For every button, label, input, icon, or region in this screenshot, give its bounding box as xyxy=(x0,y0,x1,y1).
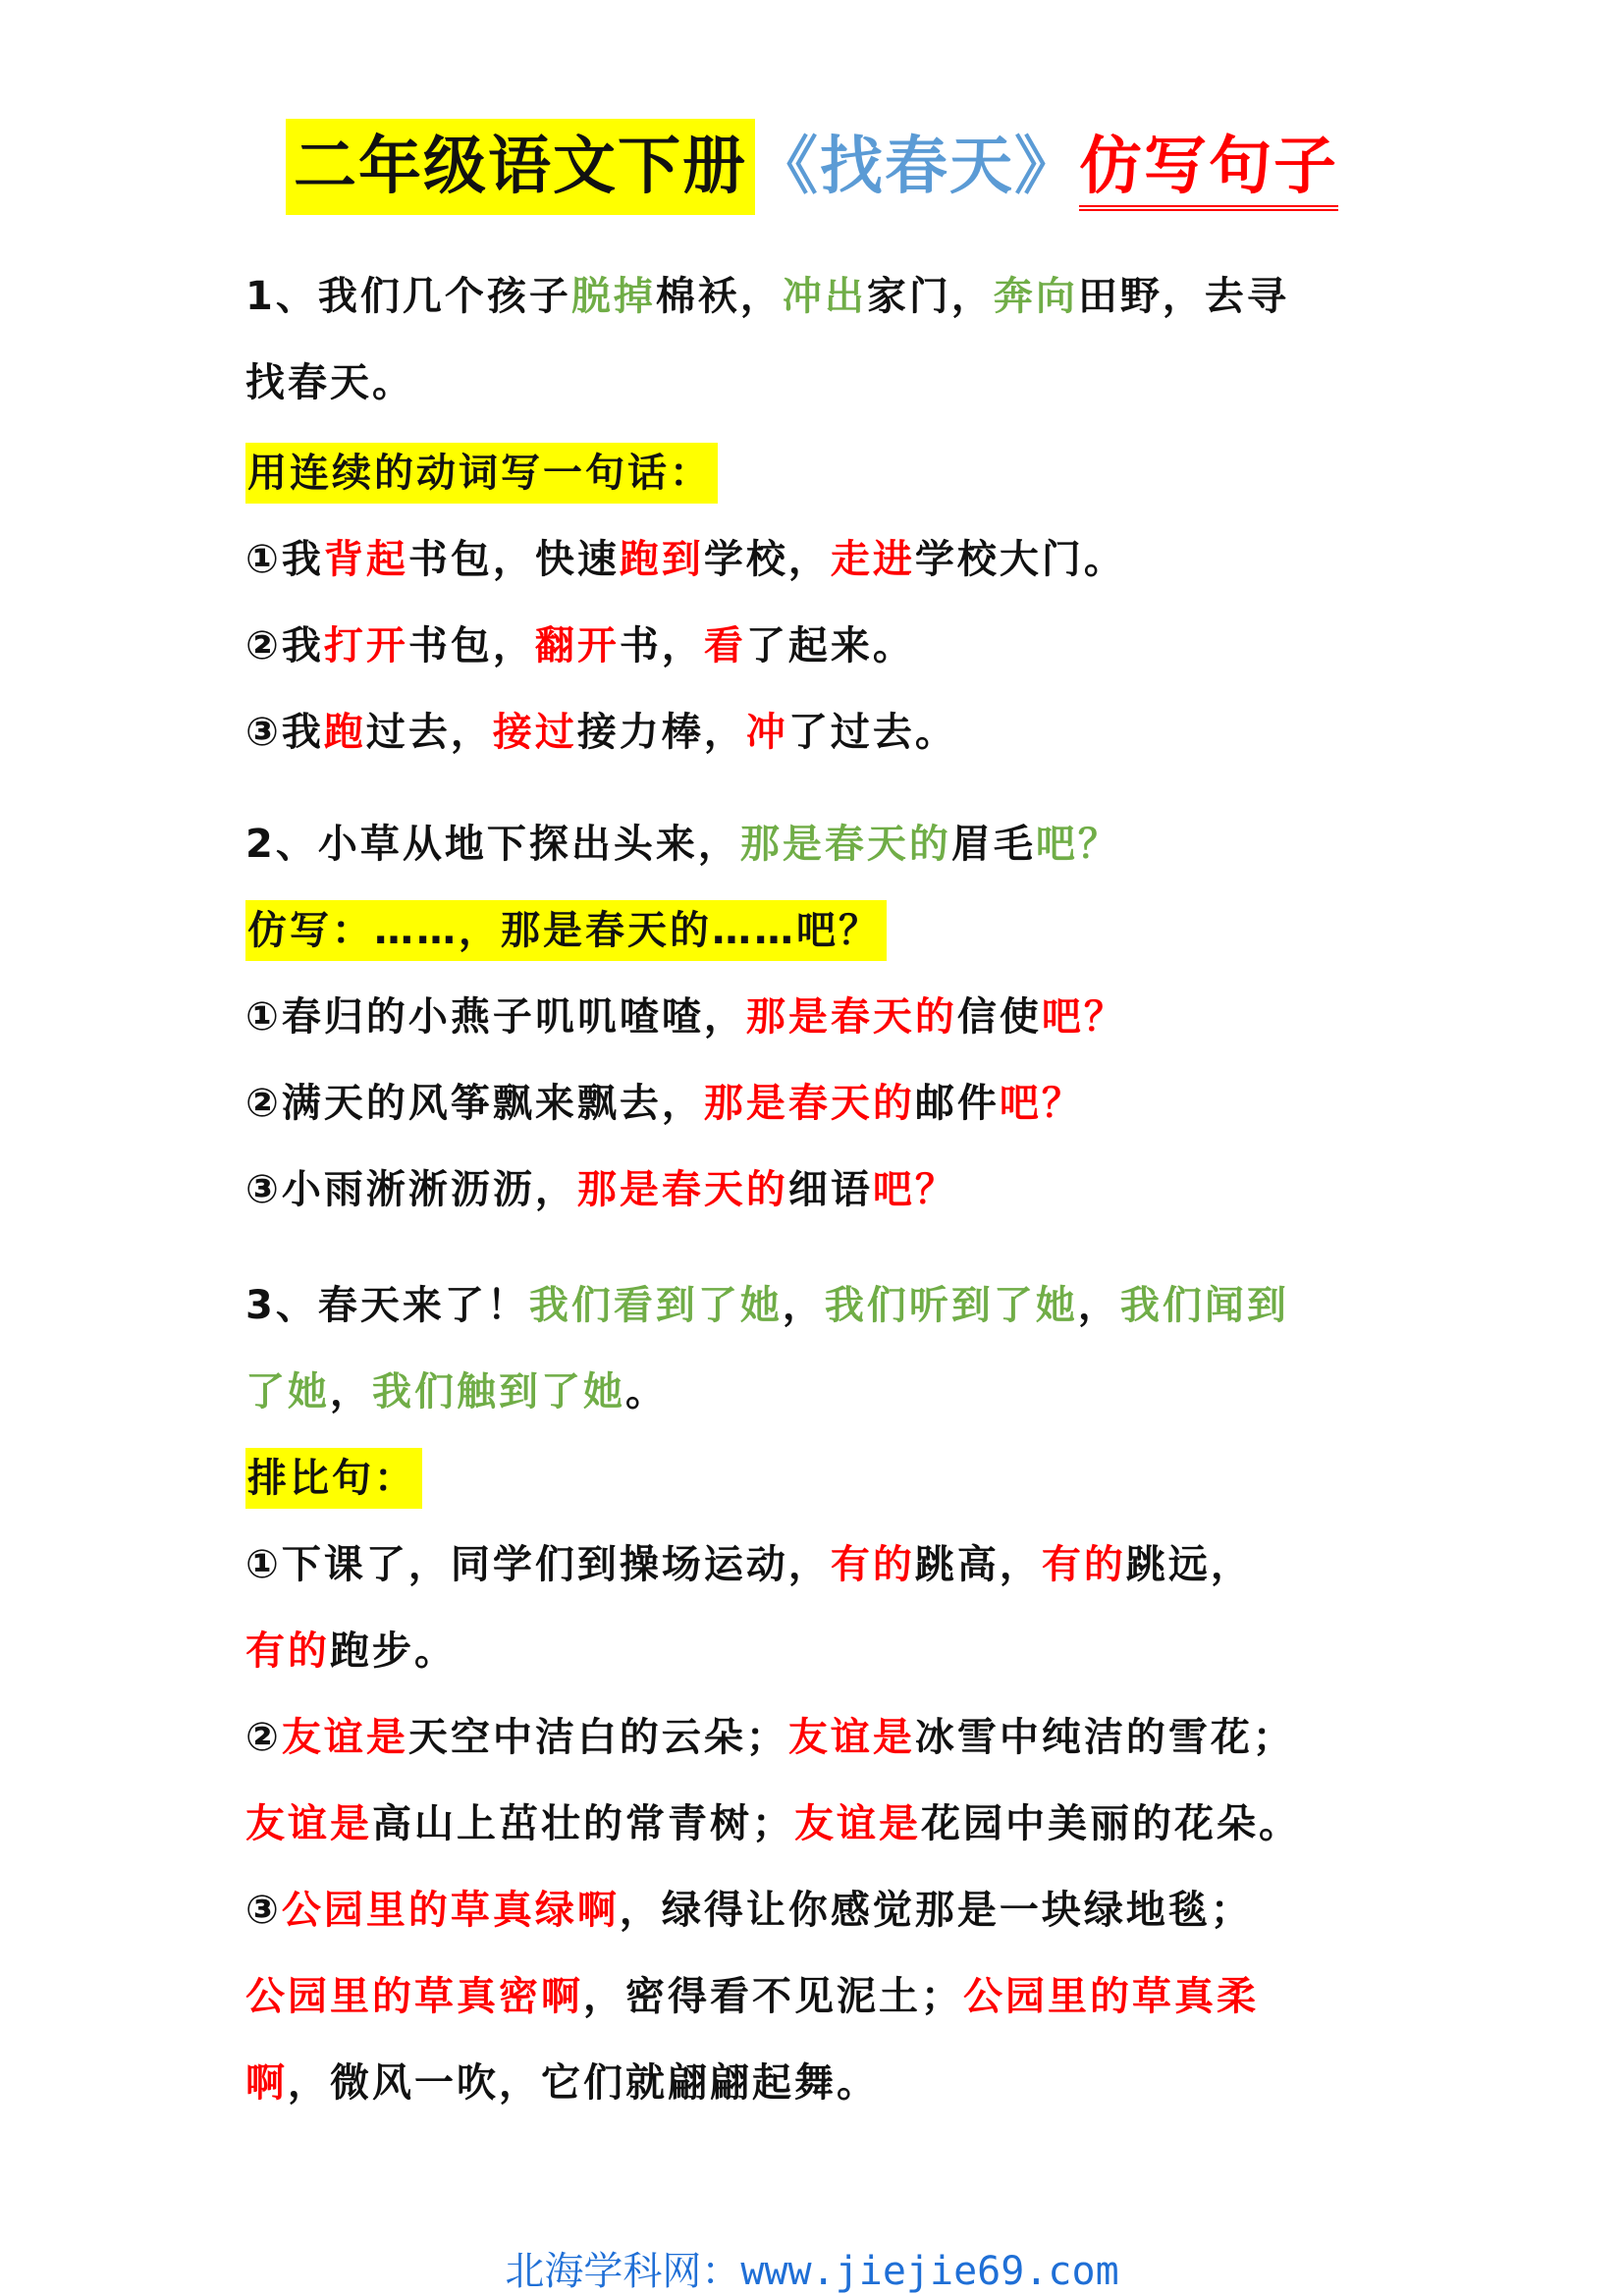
text-segment: ①下课了，同学们到操场运动， xyxy=(245,1542,831,1587)
text-segment: 学校大门。 xyxy=(914,537,1126,582)
text-line xyxy=(245,530,1126,589)
text-segment: 用连续的动词写一句话： xyxy=(247,451,712,496)
emphasis-segment: 我们触到了她 xyxy=(372,1369,625,1415)
text-segment: 天空中洁白的云朵； xyxy=(407,1715,788,1760)
emphasis-segment: 那是春天的 xyxy=(576,1167,788,1212)
emphasis-segment: 看 xyxy=(703,623,746,668)
text-line xyxy=(245,1967,1259,2026)
title-topic: 仿写句子 xyxy=(1079,131,1338,211)
text-segment: 书包，快速 xyxy=(407,537,620,582)
emphasis-segment: 翻开 xyxy=(534,623,620,668)
footer-watermark xyxy=(0,2240,1624,2296)
emphasis-segment: 吧？ xyxy=(999,1081,1084,1126)
text-line xyxy=(245,988,1126,1046)
text-segment: 跳高， xyxy=(914,1542,1042,1587)
text-segment: 了起来。 xyxy=(745,623,915,668)
text-segment: 跑步。 xyxy=(330,1629,457,1674)
text-segment: 眉毛 xyxy=(950,822,1036,867)
text-line xyxy=(245,1160,957,1219)
emphasis-segment: 跑到 xyxy=(619,537,704,582)
exercise-instruction xyxy=(245,1449,422,1508)
emphasis-segment: 友谊是 xyxy=(281,1715,408,1760)
text-line xyxy=(245,616,915,675)
emphasis-segment: 背起 xyxy=(323,537,408,582)
emphasis-segment: 奔向 xyxy=(993,274,1078,319)
exercise-instruction xyxy=(245,901,887,960)
emphasis-segment: 我们看到了她 xyxy=(528,1283,783,1328)
text-line xyxy=(245,1794,1301,1853)
emphasis-segment: 友谊是 xyxy=(787,1715,915,1760)
text-segment: 。 xyxy=(625,1369,668,1415)
emphasis-segment: 吧？ xyxy=(1041,994,1126,1040)
text-line xyxy=(245,1881,1253,1940)
text-line xyxy=(245,1276,1289,1335)
text-segment: ，微风一吹，它们就翩翩起舞。 xyxy=(288,2060,879,2106)
emphasis-segment: 公园里的草真绿啊 xyxy=(281,1888,620,1933)
text-segment: ， xyxy=(1077,1283,1120,1328)
text-line xyxy=(245,267,1289,326)
emphasis-segment: 啊 xyxy=(245,2060,288,2106)
text-segment: 邮件 xyxy=(914,1081,1000,1126)
document-title xyxy=(0,116,1624,206)
text-segment: ②满天的风筝飘来飘去， xyxy=(245,1081,704,1126)
footer-site: www.jiejie69.com xyxy=(740,2249,1119,2294)
text-segment: 花园中美丽的花朵。 xyxy=(921,1801,1301,1846)
text-segment: 家门， xyxy=(866,274,994,319)
emphasis-segment: 跑 xyxy=(323,710,366,755)
text-line xyxy=(245,1622,457,1681)
text-line xyxy=(245,815,1120,874)
text-segment: ， xyxy=(782,1283,825,1328)
text-line xyxy=(245,2054,879,2112)
emphasis-segment: 接过 xyxy=(492,710,577,755)
text-segment: 找春天。 xyxy=(245,360,414,405)
text-segment: 高山上茁壮的常青树； xyxy=(372,1801,794,1846)
emphasis-segment: 脱掉 xyxy=(570,274,656,319)
text-segment: ①我 xyxy=(245,537,324,582)
text-segment: 仿写：……，那是春天的……吧？ xyxy=(247,908,881,953)
text-segment: ，密得看不见泥土； xyxy=(583,1974,963,2019)
emphasis-segment: 那是春天的 xyxy=(745,994,957,1040)
text-segment: 书包， xyxy=(407,623,535,668)
emphasis-segment: 那是春天的 xyxy=(739,822,951,867)
emphasis-segment: 吧？ xyxy=(1035,822,1120,867)
text-segment: 书， xyxy=(619,623,704,668)
text-segment: ， xyxy=(330,1369,372,1415)
emphasis-segment: 打开 xyxy=(323,623,408,668)
emphasis-segment: 冲 xyxy=(745,710,788,755)
emphasis-segment: 那是春天的 xyxy=(703,1081,915,1126)
text-segment: 学校， xyxy=(703,537,831,582)
title-lesson: 《找春天》 xyxy=(755,131,1079,203)
emphasis-segment: 友谊是 xyxy=(245,1801,372,1846)
emphasis-segment: 有的 xyxy=(1041,1542,1126,1587)
emphasis-segment: 冲出 xyxy=(782,274,867,319)
exercise-instruction xyxy=(245,444,718,503)
text-segment: 信使 xyxy=(956,994,1042,1040)
text-segment: 棉袄， xyxy=(655,274,783,319)
text-segment: ③我 xyxy=(245,710,324,755)
text-segment: ，绿得让你感觉那是一块绿地毯； xyxy=(619,1888,1253,1933)
emphasis-segment: 公园里的草真密啊 xyxy=(245,1974,583,2019)
text-segment: ②我 xyxy=(245,623,324,668)
text-segment: 接力棒， xyxy=(576,710,746,755)
text-segment: ①春归的小燕子叽叽喳喳， xyxy=(245,994,746,1040)
text-line xyxy=(245,353,414,412)
text-line xyxy=(245,703,957,762)
text-segment: 2、小草从地下探出头来， xyxy=(245,822,740,867)
emphasis-segment: 我们闻到 xyxy=(1119,1283,1289,1328)
text-segment: 冰雪中纯洁的雪花； xyxy=(914,1715,1295,1760)
footer-label: 北海学科网： xyxy=(505,2249,741,2294)
text-segment: 3、春天来了！ xyxy=(245,1283,529,1328)
text-line xyxy=(245,1074,1084,1133)
text-segment: 细语 xyxy=(787,1167,873,1212)
title-grade: 二年级语文下册 xyxy=(286,119,755,215)
emphasis-segment: 了她 xyxy=(245,1369,330,1415)
text-segment: 排比句： xyxy=(247,1456,416,1501)
emphasis-segment: 公园里的草真柔 xyxy=(963,1974,1259,2019)
emphasis-segment: 走进 xyxy=(830,537,915,582)
emphasis-segment: 我们听到了她 xyxy=(824,1283,1078,1328)
emphasis-segment: 吧？ xyxy=(872,1167,957,1212)
emphasis-segment: 有的 xyxy=(830,1542,915,1587)
text-segment: ③ xyxy=(245,1888,282,1933)
text-line xyxy=(245,1708,1295,1767)
text-segment: 了过去。 xyxy=(787,710,957,755)
text-segment: ② xyxy=(245,1715,282,1760)
text-segment: 田野，去寻 xyxy=(1077,274,1289,319)
text-segment: 过去， xyxy=(365,710,493,755)
text-line xyxy=(245,1535,1253,1594)
text-line xyxy=(245,1362,668,1421)
text-segment: 跳远， xyxy=(1125,1542,1253,1587)
emphasis-segment: 有的 xyxy=(245,1629,330,1674)
text-segment: ③小雨淅淅沥沥， xyxy=(245,1167,577,1212)
text-segment: 1、我们几个孩子 xyxy=(245,274,571,319)
emphasis-segment: 友谊是 xyxy=(794,1801,921,1846)
